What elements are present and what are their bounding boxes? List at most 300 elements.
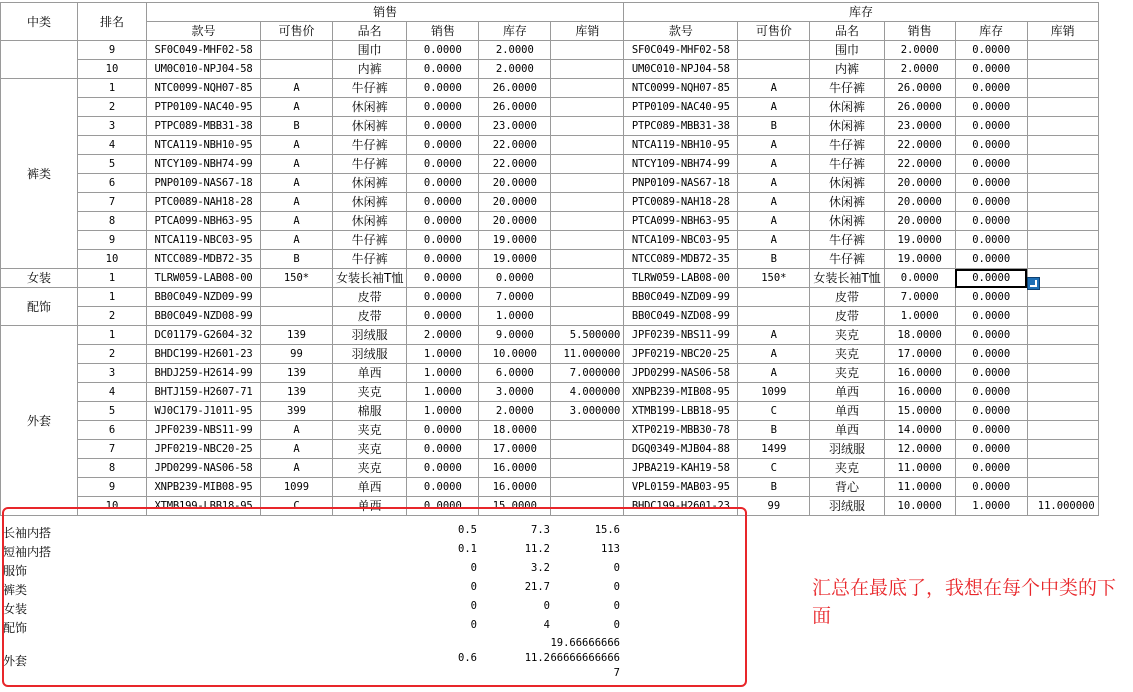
sales-product-name-cell[interactable]: 休闲裤 xyxy=(333,212,407,231)
sales-style-code-cell[interactable]: XTMB199-LBB18-95 xyxy=(147,497,261,516)
sales-stock-cell[interactable]: 2.0000 xyxy=(479,402,551,421)
sales-sales-cell[interactable]: 0.0000 xyxy=(407,79,479,98)
stock-style-code-cell[interactable]: UM0C010-NPJ04-58 xyxy=(624,60,738,79)
stock-ratio-cell[interactable] xyxy=(1027,478,1098,497)
sales-style-code-cell[interactable]: PTPC089-MBB31-38 xyxy=(147,117,261,136)
stock-style-code-cell[interactable]: NTCA119-NBH10-95 xyxy=(624,136,738,155)
stock-sales-cell[interactable]: 26.0000 xyxy=(884,79,955,98)
stock-product-name-cell[interactable]: 围巾 xyxy=(810,41,884,60)
stock-style-code-cell[interactable]: JPD0299-NAS06-58 xyxy=(624,364,738,383)
stock-style-code-cell[interactable]: NTCC089-MDB72-35 xyxy=(624,250,738,269)
rank-cell[interactable]: 10 xyxy=(78,250,147,269)
sales-sales-cell[interactable]: 2.0000 xyxy=(407,326,479,345)
stock-sales-cell[interactable]: 14.0000 xyxy=(884,421,955,440)
stock-stock-cell[interactable]: 0.0000 xyxy=(955,193,1027,212)
stock-sales-cell[interactable]: 0.0000 xyxy=(884,269,955,288)
stock-ratio-cell[interactable] xyxy=(1027,212,1098,231)
stock-product-name-cell[interactable]: 背心 xyxy=(810,478,884,497)
stock-style-code-cell[interactable]: XNPB239-MIB08-95 xyxy=(624,383,738,402)
rank-cell[interactable]: 6 xyxy=(78,174,147,193)
stock-stock-cell[interactable]: 0.0000 xyxy=(955,41,1027,60)
sales-stock-cell[interactable]: 22.0000 xyxy=(479,155,551,174)
stock-product-name-cell[interactable]: 夹克 xyxy=(810,364,884,383)
stock-stock-cell[interactable]: 0.0000 xyxy=(955,212,1027,231)
stock-stock-cell[interactable]: 0.0000 xyxy=(955,60,1027,79)
sales-price-cell[interactable] xyxy=(261,41,333,60)
stock-sales-cell[interactable]: 20.0000 xyxy=(884,212,955,231)
sales-price-cell[interactable]: A xyxy=(261,79,333,98)
sales-sales-cell[interactable]: 0.0000 xyxy=(407,41,479,60)
sales-ratio-cell[interactable] xyxy=(551,155,624,174)
sales-ratio-cell[interactable]: 5.500000 xyxy=(551,326,624,345)
sales-price-cell[interactable] xyxy=(261,288,333,307)
sales-ratio-cell[interactable] xyxy=(551,79,624,98)
stock-ratio-cell[interactable] xyxy=(1027,364,1098,383)
stock-ratio-cell[interactable] xyxy=(1027,98,1098,117)
stock-ratio-cell[interactable] xyxy=(1027,155,1098,174)
sales-stock-cell[interactable]: 10.0000 xyxy=(479,345,551,364)
sales-stock-cell[interactable]: 19.0000 xyxy=(479,250,551,269)
sales-sales-cell[interactable]: 0.0000 xyxy=(407,421,479,440)
sales-sales-cell[interactable]: 0.0000 xyxy=(407,478,479,497)
rank-cell[interactable]: 10 xyxy=(78,60,147,79)
rank-cell[interactable]: 9 xyxy=(78,41,147,60)
stock-price-cell[interactable] xyxy=(738,307,810,326)
stock-ratio-cell[interactable]: 11.000000 xyxy=(1027,497,1098,516)
stock-style-code-cell[interactable]: VPL0159-MAB03-95 xyxy=(624,478,738,497)
sales-ratio-cell[interactable] xyxy=(551,212,624,231)
stock-stock-cell[interactable]: 0.0000 xyxy=(955,174,1027,193)
sales-price-cell[interactable]: A xyxy=(261,98,333,117)
stock-sales-cell[interactable]: 19.0000 xyxy=(884,250,955,269)
sales-ratio-cell[interactable] xyxy=(551,60,624,79)
sales-sales-cell[interactable]: 1.0000 xyxy=(407,364,479,383)
sales-sales-cell[interactable]: 0.0000 xyxy=(407,98,479,117)
sales-style-code-cell[interactable]: BB0C049-NZD09-99 xyxy=(147,288,261,307)
sales-stock-cell[interactable]: 2.0000 xyxy=(479,41,551,60)
fill-handle-icon[interactable] xyxy=(1027,277,1040,290)
sales-style-code-cell[interactable]: DC01179-G2604-32 xyxy=(147,326,261,345)
stock-style-code-cell[interactable]: JPF0219-NBC20-25 xyxy=(624,345,738,364)
stock-stock-cell[interactable]: 0.0000 xyxy=(955,383,1027,402)
sales-style-code-cell[interactable]: NTCA119-NBH10-95 xyxy=(147,136,261,155)
stock-sales-cell[interactable]: 18.0000 xyxy=(884,326,955,345)
sales-price-cell[interactable]: A xyxy=(261,174,333,193)
sales-style-code-cell[interactable]: JPD0299-NAS06-58 xyxy=(147,459,261,478)
category-cell[interactable] xyxy=(1,41,78,79)
stock-ratio-cell[interactable] xyxy=(1027,402,1098,421)
sales-stock-cell[interactable]: 16.0000 xyxy=(479,478,551,497)
sales-sales-cell[interactable]: 0.0000 xyxy=(407,212,479,231)
stock-product-name-cell[interactable]: 休闲裤 xyxy=(810,98,884,117)
sales-price-cell[interactable]: A xyxy=(261,459,333,478)
sales-stock-cell[interactable]: 18.0000 xyxy=(479,421,551,440)
stock-product-name-cell[interactable]: 牛仔裤 xyxy=(810,136,884,155)
stock-sales-cell[interactable]: 19.0000 xyxy=(884,231,955,250)
sales-product-name-cell[interactable]: 夹克 xyxy=(333,383,407,402)
sales-sales-cell[interactable]: 0.0000 xyxy=(407,193,479,212)
sales-style-code-cell[interactable]: BHDJ259-H2614-99 xyxy=(147,364,261,383)
sales-ratio-cell[interactable] xyxy=(551,421,624,440)
stock-sales-cell[interactable]: 17.0000 xyxy=(884,345,955,364)
sales-ratio-cell[interactable] xyxy=(551,98,624,117)
rank-cell[interactable]: 1 xyxy=(78,326,147,345)
stock-product-name-cell[interactable]: 羽绒服 xyxy=(810,440,884,459)
stock-stock-cell[interactable]: 0.0000 xyxy=(955,269,1027,288)
stock-sales-cell[interactable]: 22.0000 xyxy=(884,136,955,155)
stock-price-cell[interactable]: A xyxy=(738,79,810,98)
stock-price-cell[interactable] xyxy=(738,60,810,79)
stock-ratio-cell[interactable] xyxy=(1027,440,1098,459)
sales-product-name-cell[interactable]: 休闲裤 xyxy=(333,174,407,193)
stock-product-name-cell[interactable]: 休闲裤 xyxy=(810,193,884,212)
sales-stock-cell[interactable]: 26.0000 xyxy=(479,79,551,98)
sales-price-cell[interactable]: B xyxy=(261,117,333,136)
stock-price-cell[interactable]: A xyxy=(738,326,810,345)
sales-price-cell[interactable]: 139 xyxy=(261,364,333,383)
stock-stock-cell[interactable]: 0.0000 xyxy=(955,288,1027,307)
sales-product-name-cell[interactable]: 夹克 xyxy=(333,421,407,440)
sales-price-cell[interactable]: C xyxy=(261,497,333,516)
stock-ratio-cell[interactable] xyxy=(1027,136,1098,155)
sales-price-cell[interactable]: 1099 xyxy=(261,478,333,497)
sales-sales-cell[interactable]: 1.0000 xyxy=(407,402,479,421)
stock-price-cell[interactable]: A xyxy=(738,231,810,250)
stock-stock-cell[interactable]: 0.0000 xyxy=(955,231,1027,250)
sales-price-cell[interactable]: A xyxy=(261,440,333,459)
stock-style-code-cell[interactable]: NTC0099-NQH07-85 xyxy=(624,79,738,98)
stock-style-code-cell[interactable]: JPBA219-KAH19-58 xyxy=(624,459,738,478)
stock-style-code-cell[interactable]: PTCA099-NBH63-95 xyxy=(624,212,738,231)
stock-style-code-cell[interactable]: NTCA109-NBC03-95 xyxy=(624,231,738,250)
stock-stock-cell[interactable]: 0.0000 xyxy=(955,136,1027,155)
category-cell[interactable]: 裤类 xyxy=(1,79,78,269)
stock-product-name-cell[interactable]: 女装长袖T恤 xyxy=(810,269,884,288)
sales-product-name-cell[interactable]: 休闲裤 xyxy=(333,98,407,117)
sales-ratio-cell[interactable] xyxy=(551,250,624,269)
stock-price-cell[interactable]: A xyxy=(738,136,810,155)
rank-cell[interactable]: 6 xyxy=(78,421,147,440)
stock-product-name-cell[interactable]: 休闲裤 xyxy=(810,174,884,193)
category-cell[interactable]: 配饰 xyxy=(1,288,78,326)
sales-style-code-cell[interactable]: UM0C010-NPJ04-58 xyxy=(147,60,261,79)
sales-product-name-cell[interactable]: 皮带 xyxy=(333,288,407,307)
stock-col-header[interactable]: 可售价 xyxy=(738,22,810,41)
sales-sales-cell[interactable]: 0.0000 xyxy=(407,231,479,250)
sales-ratio-cell[interactable]: 3.000000 xyxy=(551,402,624,421)
stock-sales-cell[interactable]: 11.0000 xyxy=(884,478,955,497)
stock-product-name-cell[interactable]: 休闲裤 xyxy=(810,212,884,231)
stock-sales-cell[interactable]: 2.0000 xyxy=(884,41,955,60)
stock-style-code-cell[interactable]: PTP0109-NAC40-95 xyxy=(624,98,738,117)
sales-product-name-cell[interactable]: 围巾 xyxy=(333,41,407,60)
sales-ratio-cell[interactable] xyxy=(551,307,624,326)
sales-stock-cell[interactable]: 3.0000 xyxy=(479,383,551,402)
stock-col-header[interactable]: 品名 xyxy=(810,22,884,41)
stock-style-code-cell[interactable]: BB0C049-NZD09-99 xyxy=(624,288,738,307)
stock-stock-cell[interactable]: 0.0000 xyxy=(955,117,1027,136)
stock-product-name-cell[interactable]: 皮带 xyxy=(810,288,884,307)
sales-price-cell[interactable]: A xyxy=(261,212,333,231)
sales-product-name-cell[interactable]: 牛仔裤 xyxy=(333,250,407,269)
stock-price-cell[interactable] xyxy=(738,41,810,60)
stock-sales-cell[interactable]: 22.0000 xyxy=(884,155,955,174)
sales-style-code-cell[interactable]: JPF0219-NBC20-25 xyxy=(147,440,261,459)
sales-stock-cell[interactable]: 16.0000 xyxy=(479,459,551,478)
sales-sales-cell[interactable]: 0.0000 xyxy=(407,440,479,459)
stock-ratio-cell[interactable] xyxy=(1027,250,1098,269)
rank-cell[interactable]: 8 xyxy=(78,212,147,231)
stock-sales-cell[interactable]: 16.0000 xyxy=(884,364,955,383)
rank-cell[interactable]: 7 xyxy=(78,440,147,459)
stock-product-name-cell[interactable]: 内裤 xyxy=(810,60,884,79)
sales-stock-cell[interactable]: 22.0000 xyxy=(479,136,551,155)
stock-ratio-cell[interactable] xyxy=(1027,307,1098,326)
sales-style-code-cell[interactable]: TLRW059-LAB08-00 xyxy=(147,269,261,288)
rank-cell[interactable]: 9 xyxy=(78,231,147,250)
sales-sales-cell[interactable]: 0.0000 xyxy=(407,60,479,79)
stock-sales-cell[interactable]: 16.0000 xyxy=(884,383,955,402)
rank-cell[interactable]: 8 xyxy=(78,459,147,478)
stock-style-code-cell[interactable]: PNP0109-NAS67-18 xyxy=(624,174,738,193)
stock-stock-cell[interactable]: 0.0000 xyxy=(955,459,1027,478)
rank-cell[interactable]: 1 xyxy=(78,79,147,98)
rank-cell[interactable]: 5 xyxy=(78,155,147,174)
sales-price-cell[interactable]: 399 xyxy=(261,402,333,421)
stock-sales-cell[interactable]: 10.0000 xyxy=(884,497,955,516)
sales-product-name-cell[interactable]: 单西 xyxy=(333,497,407,516)
sales-ratio-cell[interactable] xyxy=(551,41,624,60)
rank-cell[interactable]: 3 xyxy=(78,117,147,136)
sales-stock-cell[interactable]: 2.0000 xyxy=(479,60,551,79)
stock-product-name-cell[interactable]: 休闲裤 xyxy=(810,117,884,136)
stock-stock-cell[interactable]: 0.0000 xyxy=(955,79,1027,98)
sales-style-code-cell[interactable]: WJ0C179-J1011-95 xyxy=(147,402,261,421)
stock-product-name-cell[interactable]: 夹克 xyxy=(810,326,884,345)
sales-product-name-cell[interactable]: 休闲裤 xyxy=(333,193,407,212)
sales-style-code-cell[interactable]: BHTJ159-H2607-71 xyxy=(147,383,261,402)
sales-sales-cell[interactable]: 0.0000 xyxy=(407,155,479,174)
rank-cell[interactable]: 9 xyxy=(78,478,147,497)
stock-sales-cell[interactable]: 12.0000 xyxy=(884,440,955,459)
stock-product-name-cell[interactable]: 夹克 xyxy=(810,459,884,478)
stock-sales-cell[interactable]: 23.0000 xyxy=(884,117,955,136)
sales-sales-cell[interactable]: 0.0000 xyxy=(407,136,479,155)
stock-col-header[interactable]: 库存 xyxy=(955,22,1027,41)
header-stock-group[interactable]: 库存 xyxy=(624,3,1098,22)
sales-price-cell[interactable]: 139 xyxy=(261,383,333,402)
sales-product-name-cell[interactable]: 单西 xyxy=(333,364,407,383)
stock-style-code-cell[interactable]: XTMB199-LBB18-95 xyxy=(624,402,738,421)
sales-stock-cell[interactable]: 7.0000 xyxy=(479,288,551,307)
sales-product-name-cell[interactable]: 羽绒服 xyxy=(333,326,407,345)
stock-price-cell[interactable]: A xyxy=(738,174,810,193)
stock-ratio-cell[interactable] xyxy=(1027,231,1098,250)
sales-ratio-cell[interactable] xyxy=(551,136,624,155)
sales-product-name-cell[interactable]: 牛仔裤 xyxy=(333,231,407,250)
stock-style-code-cell[interactable]: JPF0239-NBS11-99 xyxy=(624,326,738,345)
stock-ratio-cell[interactable] xyxy=(1027,174,1098,193)
sales-stock-cell[interactable]: 20.0000 xyxy=(479,212,551,231)
stock-style-code-cell[interactable]: TLRW059-LAB08-00 xyxy=(624,269,738,288)
sales-style-code-cell[interactable]: JPF0239-NBS11-99 xyxy=(147,421,261,440)
stock-product-name-cell[interactable]: 单西 xyxy=(810,421,884,440)
rank-cell[interactable]: 2 xyxy=(78,307,147,326)
stock-price-cell[interactable]: 1499 xyxy=(738,440,810,459)
rank-cell[interactable]: 7 xyxy=(78,193,147,212)
stock-ratio-cell[interactable] xyxy=(1027,117,1098,136)
stock-stock-cell[interactable]: 0.0000 xyxy=(955,98,1027,117)
sales-style-code-cell[interactable]: PNP0109-NAS67-18 xyxy=(147,174,261,193)
sales-ratio-cell[interactable] xyxy=(551,117,624,136)
stock-price-cell[interactable]: 1099 xyxy=(738,383,810,402)
sales-price-cell[interactable]: 139 xyxy=(261,326,333,345)
sales-style-code-cell[interactable]: SF0C049-MHF02-58 xyxy=(147,41,261,60)
stock-ratio-cell[interactable] xyxy=(1027,288,1098,307)
sales-product-name-cell[interactable]: 内裤 xyxy=(333,60,407,79)
sales-style-code-cell[interactable]: BHDC199-H2601-23 xyxy=(147,345,261,364)
sales-col-header[interactable]: 销售 xyxy=(407,22,479,41)
stock-stock-cell[interactable]: 0.0000 xyxy=(955,155,1027,174)
stock-style-code-cell[interactable]: PTC0089-NAH18-28 xyxy=(624,193,738,212)
stock-product-name-cell[interactable]: 皮带 xyxy=(810,307,884,326)
stock-ratio-cell[interactable] xyxy=(1027,345,1098,364)
sales-product-name-cell[interactable]: 夹克 xyxy=(333,440,407,459)
rank-cell[interactable]: 4 xyxy=(78,383,147,402)
sales-product-name-cell[interactable]: 牛仔裤 xyxy=(333,155,407,174)
sales-stock-cell[interactable]: 9.0000 xyxy=(479,326,551,345)
header-paiming[interactable]: 排名 xyxy=(78,3,147,41)
stock-price-cell[interactable]: C xyxy=(738,459,810,478)
sales-stock-cell[interactable]: 17.0000 xyxy=(479,440,551,459)
sales-col-header[interactable]: 库销 xyxy=(551,22,624,41)
sales-ratio-cell[interactable]: 7.000000 xyxy=(551,364,624,383)
stock-ratio-cell[interactable] xyxy=(1027,193,1098,212)
sales-product-name-cell[interactable]: 皮带 xyxy=(333,307,407,326)
sales-sales-cell[interactable]: 1.0000 xyxy=(407,383,479,402)
stock-stock-cell[interactable]: 0.0000 xyxy=(955,402,1027,421)
stock-stock-cell[interactable]: 0.0000 xyxy=(955,421,1027,440)
stock-price-cell[interactable]: A xyxy=(738,212,810,231)
stock-sales-cell[interactable]: 11.0000 xyxy=(884,459,955,478)
stock-product-name-cell[interactable]: 单西 xyxy=(810,383,884,402)
sales-ratio-cell[interactable] xyxy=(551,231,624,250)
stock-style-code-cell[interactable]: BB0C049-NZD08-99 xyxy=(624,307,738,326)
sales-sales-cell[interactable]: 0.0000 xyxy=(407,459,479,478)
sales-stock-cell[interactable]: 19.0000 xyxy=(479,231,551,250)
stock-ratio-cell[interactable] xyxy=(1027,326,1098,345)
stock-product-name-cell[interactable]: 牛仔裤 xyxy=(810,231,884,250)
stock-product-name-cell[interactable]: 单西 xyxy=(810,402,884,421)
sales-stock-cell[interactable]: 20.0000 xyxy=(479,193,551,212)
sales-stock-cell[interactable]: 20.0000 xyxy=(479,174,551,193)
sales-price-cell[interactable]: 99 xyxy=(261,345,333,364)
sales-sales-cell[interactable]: 0.0000 xyxy=(407,269,479,288)
stock-stock-cell[interactable]: 0.0000 xyxy=(955,307,1027,326)
sales-sales-cell[interactable]: 1.0000 xyxy=(407,345,479,364)
sales-sales-cell[interactable]: 0.0000 xyxy=(407,497,479,516)
sales-ratio-cell[interactable] xyxy=(551,478,624,497)
stock-sales-cell[interactable]: 15.0000 xyxy=(884,402,955,421)
sales-sales-cell[interactable]: 0.0000 xyxy=(407,174,479,193)
sales-price-cell[interactable]: A xyxy=(261,136,333,155)
stock-product-name-cell[interactable]: 牛仔裤 xyxy=(810,79,884,98)
sales-ratio-cell[interactable] xyxy=(551,174,624,193)
sales-ratio-cell[interactable] xyxy=(551,288,624,307)
stock-ratio-cell[interactable] xyxy=(1027,459,1098,478)
stock-style-code-cell[interactable]: PTPC089-MBB31-38 xyxy=(624,117,738,136)
stock-price-cell[interactable]: B xyxy=(738,117,810,136)
stock-sales-cell[interactable]: 20.0000 xyxy=(884,174,955,193)
rank-cell[interactable]: 3 xyxy=(78,364,147,383)
stock-product-name-cell[interactable]: 夹克 xyxy=(810,345,884,364)
stock-stock-cell[interactable]: 0.0000 xyxy=(955,345,1027,364)
rank-cell[interactable]: 1 xyxy=(78,269,147,288)
category-cell[interactable]: 外套 xyxy=(1,326,78,516)
sales-product-name-cell[interactable]: 牛仔裤 xyxy=(333,79,407,98)
stock-style-code-cell[interactable]: NTCY109-NBH74-99 xyxy=(624,155,738,174)
sales-sales-cell[interactable]: 0.0000 xyxy=(407,117,479,136)
stock-price-cell[interactable]: A xyxy=(738,364,810,383)
sales-ratio-cell[interactable] xyxy=(551,193,624,212)
sales-price-cell[interactable]: A xyxy=(261,155,333,174)
stock-ratio-cell[interactable] xyxy=(1027,60,1098,79)
stock-product-name-cell[interactable]: 羽绒服 xyxy=(810,497,884,516)
sales-product-name-cell[interactable]: 夹克 xyxy=(333,459,407,478)
stock-col-header[interactable]: 销售 xyxy=(884,22,955,41)
sales-stock-cell[interactable]: 15.0000 xyxy=(479,497,551,516)
stock-price-cell[interactable]: A xyxy=(738,193,810,212)
sales-stock-cell[interactable]: 23.0000 xyxy=(479,117,551,136)
stock-price-cell[interactable]: 150* xyxy=(738,269,810,288)
rank-cell[interactable]: 10 xyxy=(78,497,147,516)
stock-price-cell[interactable]: B xyxy=(738,421,810,440)
header-sales-group[interactable]: 销售 xyxy=(147,3,624,22)
stock-sales-cell[interactable]: 26.0000 xyxy=(884,98,955,117)
stock-price-cell[interactable]: B xyxy=(738,478,810,497)
stock-price-cell[interactable]: A xyxy=(738,155,810,174)
stock-col-header[interactable]: 款号 xyxy=(624,22,738,41)
stock-sales-cell[interactable]: 2.0000 xyxy=(884,60,955,79)
sales-product-name-cell[interactable]: 棉服 xyxy=(333,402,407,421)
sales-style-code-cell[interactable]: BB0C049-NZD08-99 xyxy=(147,307,261,326)
rank-cell[interactable]: 5 xyxy=(78,402,147,421)
rank-cell[interactable]: 1 xyxy=(78,288,147,307)
stock-ratio-cell[interactable] xyxy=(1027,79,1098,98)
stock-stock-cell[interactable]: 0.0000 xyxy=(955,440,1027,459)
category-cell[interactable]: 女装 xyxy=(1,269,78,288)
stock-price-cell[interactable] xyxy=(738,288,810,307)
sales-col-header[interactable]: 可售价 xyxy=(261,22,333,41)
sales-col-header[interactable]: 款号 xyxy=(147,22,261,41)
stock-price-cell[interactable]: A xyxy=(738,345,810,364)
sales-stock-cell[interactable]: 0.0000 xyxy=(479,269,551,288)
stock-sales-cell[interactable]: 20.0000 xyxy=(884,193,955,212)
sales-sales-cell[interactable]: 0.0000 xyxy=(407,250,479,269)
sales-style-code-cell[interactable]: PTCA099-NBH63-95 xyxy=(147,212,261,231)
stock-stock-cell[interactable]: 0.0000 xyxy=(955,364,1027,383)
sales-stock-cell[interactable]: 26.0000 xyxy=(479,98,551,117)
sales-price-cell[interactable] xyxy=(261,307,333,326)
sales-style-code-cell[interactable]: NTCC089-MDB72-35 xyxy=(147,250,261,269)
stock-ratio-cell[interactable] xyxy=(1027,383,1098,402)
rank-cell[interactable]: 2 xyxy=(78,98,147,117)
sales-style-code-cell[interactable]: NTCY109-NBH74-99 xyxy=(147,155,261,174)
stock-price-cell[interactable]: C xyxy=(738,402,810,421)
stock-col-header[interactable]: 库销 xyxy=(1027,22,1098,41)
sales-price-cell[interactable]: A xyxy=(261,421,333,440)
rank-cell[interactable]: 2 xyxy=(78,345,147,364)
